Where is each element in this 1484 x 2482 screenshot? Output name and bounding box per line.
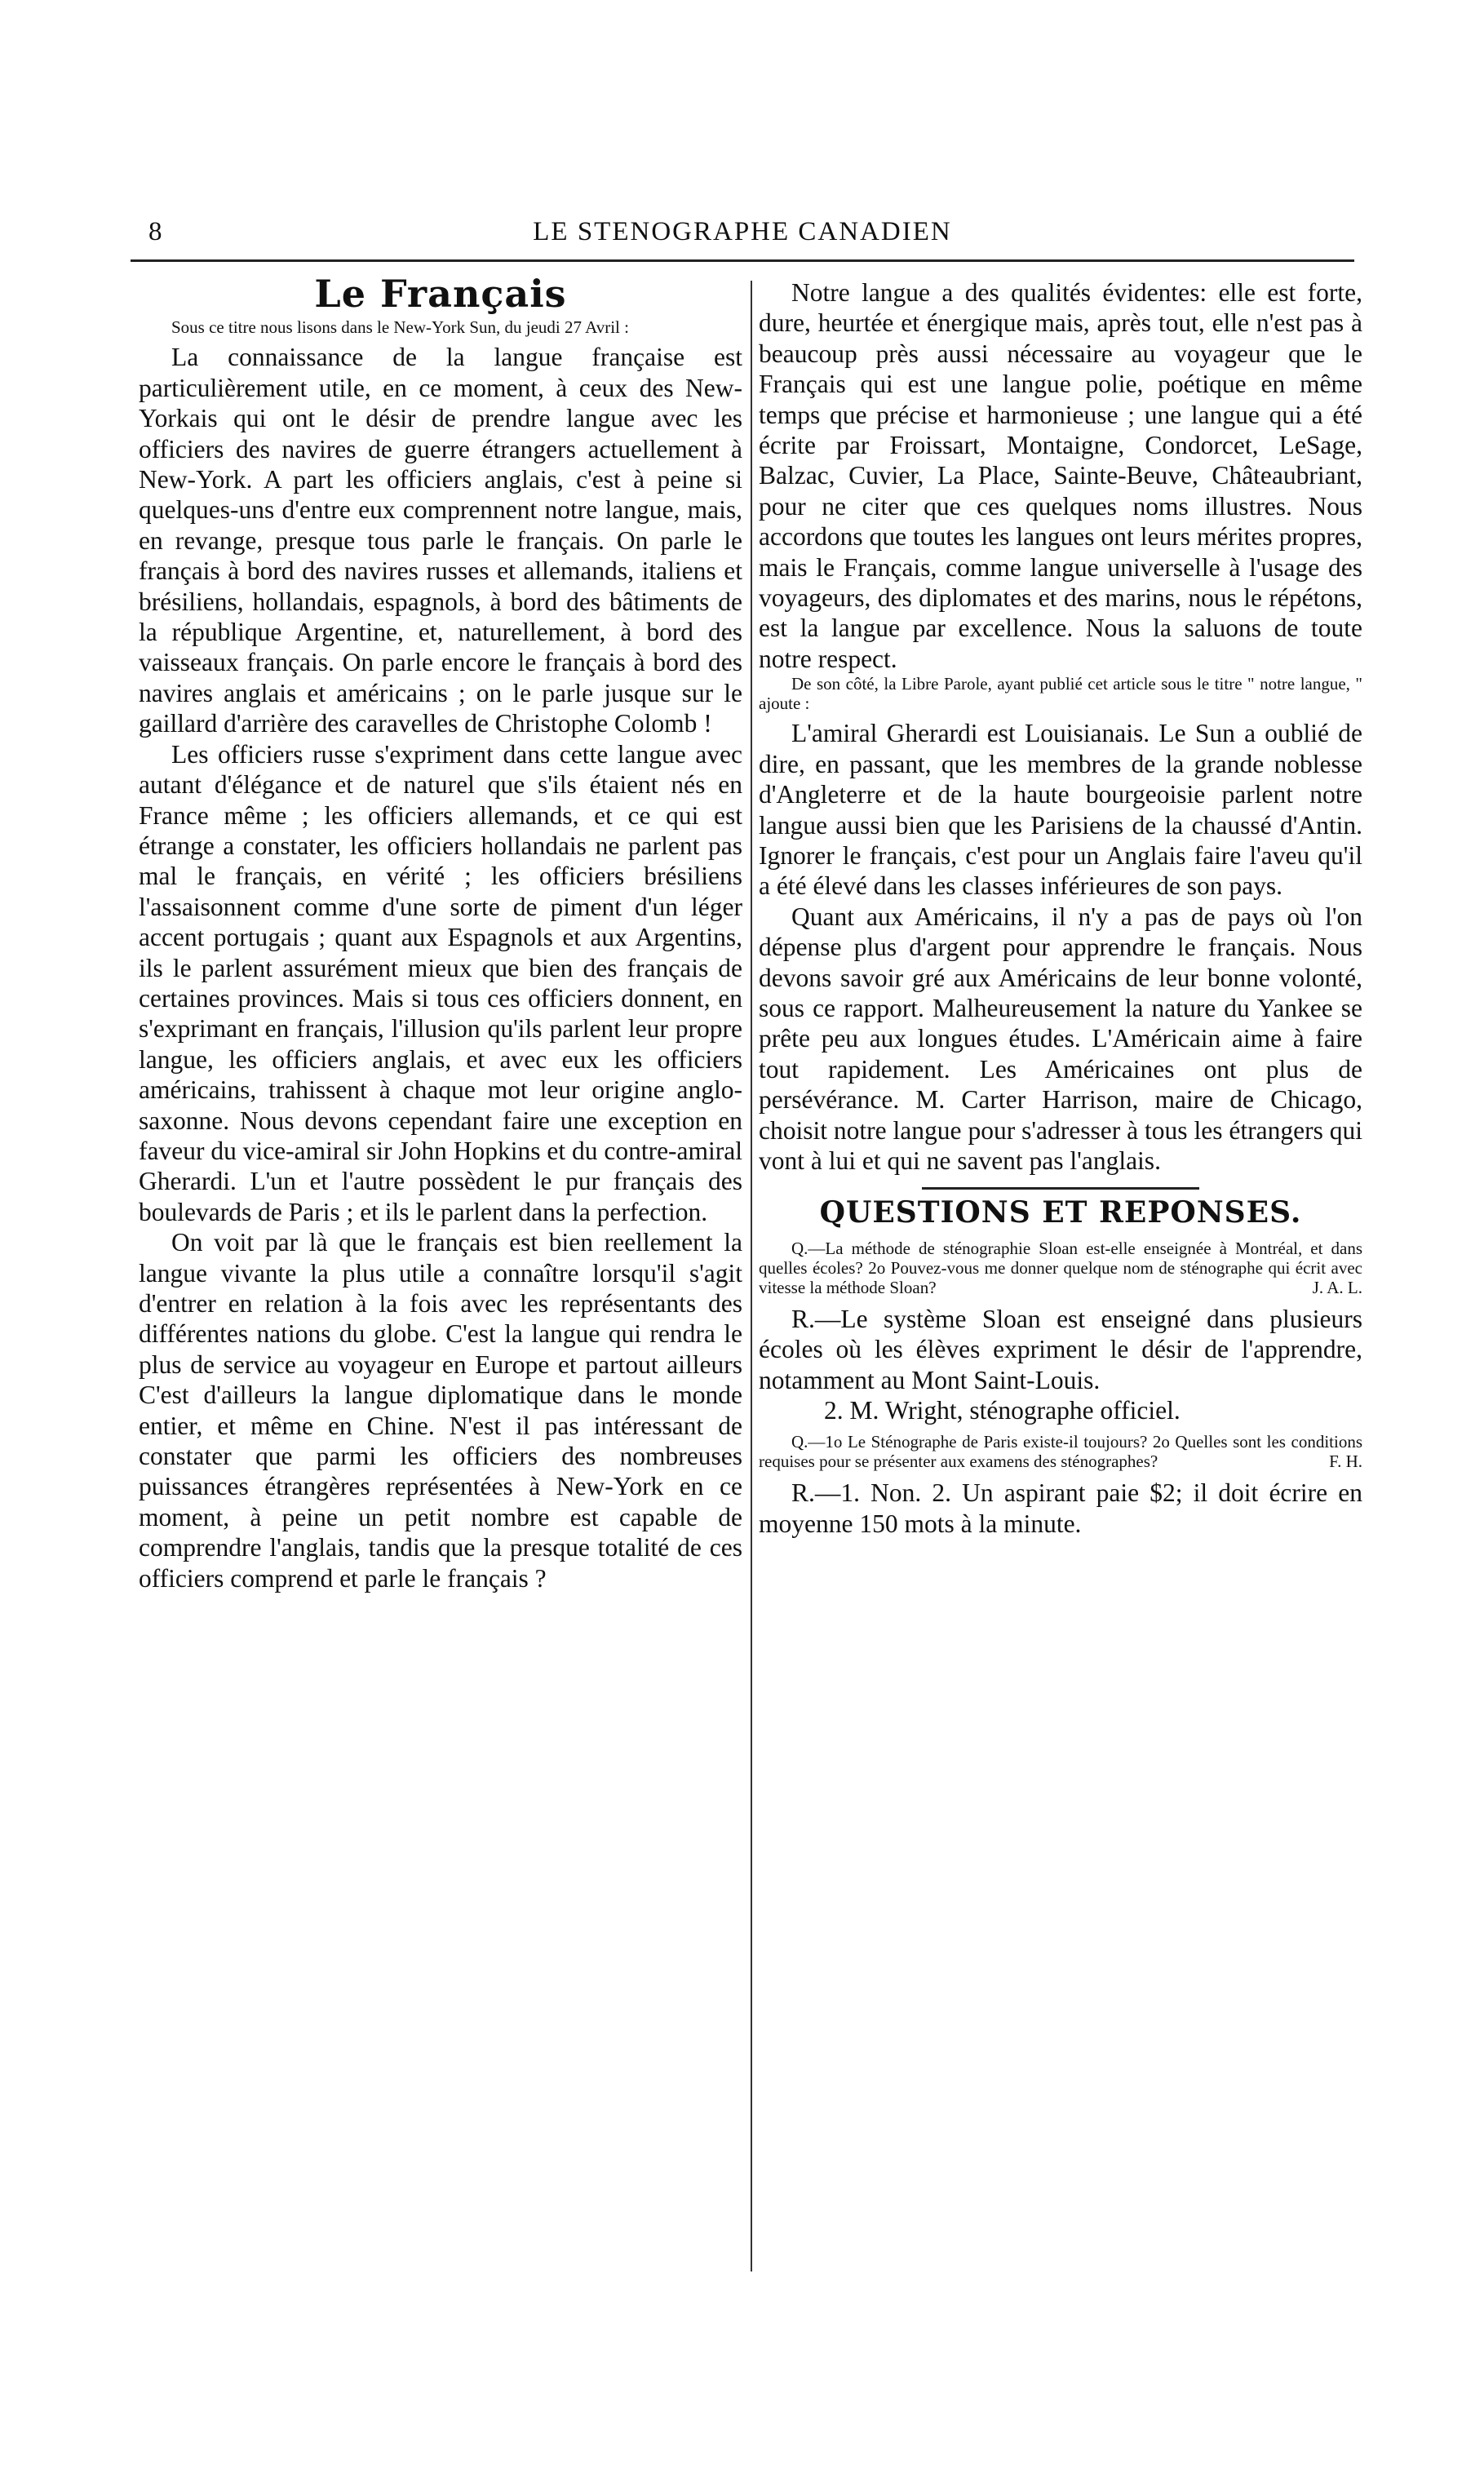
article-note-2: De son côté, la Libre Parole, ayant publié cet article sous le titre " notre langue, " ajoute : <box>759 674 1362 714</box>
running-title: LE STENOGRAPHE CANADIEN <box>533 217 952 246</box>
qa-answer-2: R.—1. Non. 2. Un aspirant paie $2; il doit écrire en moyenne 150 mots à la minute. <box>759 1478 1362 1538</box>
header-rule <box>131 259 1354 262</box>
qa-question-1-text: Q.—La méthode de sténographie Sloan est-elle enseignée à Montréal, et dans quelles écoles? 2o Pouvez-vous me donner quelque nom de sténographe qui écrit avec vitesse la méthode Sloan? <box>759 1238 1362 1297</box>
column-divider <box>751 281 752 2271</box>
qa-question-1 <box>759 1239 1362 1297</box>
qa-question-1-signature: J. A. L. <box>1312 1277 1362 1297</box>
article-paragraph-5: L'amiral Gherardi est Louisianais. Le Sun a oublié de dire, en passant, que les membres de la grande noblesse d'Angleterre et de la haute bourgeoisie parlent notre langue aussi bien que les Parisiens de la chaussé d'Antin. Ignorer le français, c'est pour un Anglais faire l'aveu qu'il a été élevé dans les classes inférieures de son pays. <box>759 719 1362 901</box>
qa-question-2 <box>759 1432 1362 1471</box>
right-column <box>759 277 1362 1539</box>
article-title: Le Français <box>314 272 567 316</box>
left-column <box>139 272 743 1593</box>
section-rule <box>922 1187 1199 1190</box>
qa-answer-1b: 2. M. Wright, sténographe officiel. <box>824 1396 1181 1425</box>
article-paragraph-1: La connaissance de la langue française est particulièrement utile, en ce moment, à ceux des New-Yorkais qui ont le désir de prendre langue avec les officiers des navires de guerre étrangers actuellement à New-York. A part les officiers anglais, c'est à peine si quelques-uns d'entre eux comprennent notre langue, mais, en revange, presque tous parle le français. On parle le français à bord des navires russes et allemands, italiens et brésiliens, hollandais, espagnols, à bord des bâtiments de la république Argentine, et, naturellement, à bord des vaisseaux français. On parle encore le français à bord des navires anglais et américains ; on le parle jusque sur le gaillard d'arrière des caravelles de Christophe Colomb ! <box>139 343 742 738</box>
page-header <box>131 214 1354 255</box>
article-paragraph-3: On voit par là que le français est bien reellement la langue vivante la plus utile a connaître lorsqu'il s'agit d'entrer en relation à la fois avec les représentants des différentes nations du globe. C'est la langue qui rendra le plus de service au voyageur en Europe et partout ailleurs C'est d'ailleurs la langue diplomatique dans le monde entier, et même en Chine. N'est il pas intéressant de constater que parmi les officiers des nombreuses puissances étrangères représentées à New-York en ce moment, à peine un petit nombre est capable de comprendre l'anglais, tandis que la presque totalité de ces officiers comprend et parle le français ? <box>139 1228 742 1593</box>
article-paragraph-4: Notre langue a des qualités évidentes: elle est forte, dure, heurtée et énergique mais, après tout, elle n'est pas à beaucoup près aussi nécessaire au voyageur que le Français qui est une langue polie, poétique en même temps que précise et harmonieuse ; une langue qui a été écrite par Froissart, Montaigne, Condorcet, LeSage, Balzac, Cuvier, La Place, Sainte-Beuve, Châteaubriant, pour ne citer que ces quelques noms illustres. Nous accordons que toutes les langues ont leurs mérites propres, mais le Français, comme langue universelle à l'usage des voyageurs, des diplomates et des marins, nous le répétons, est la langue par excellence. Nous la saluons de toute notre respect. <box>759 278 1362 673</box>
qa-question-2-text: Q.—1o Le Sténographe de Paris existe-il toujours? 2o Quelles sont les conditions requises pour se présenter aux examens des sténographes? <box>759 1432 1362 1472</box>
page-number: 8 <box>148 217 162 246</box>
qa-section-title: QUESTIONS ET REPONSES. <box>819 1195 1302 1230</box>
article-paragraph-6: Quant aux Américains, il n'y a pas de pays où l'on dépense plus d'argent pour apprendre le français. Nous devons savoir gré aux Américains de leur bonne volonté, sous ce rapport. Malheureusement la nature du Yankee se prête peu aux longues études. L'Américain aime à faire tout rapidement. Les Américaines ont plus de persévérance. M. Carter Harrison, maire de Chicago, choisit notre langue pour s'adresser à tous les étrangers qui vont à lui et qui ne savent pas l'anglais. <box>759 902 1362 1175</box>
qa-question-2-signature: F. H. <box>1329 1452 1362 1472</box>
article-intro: Sous ce titre nous lisons dans le New-York Sun, du jeudi 27 Avril : <box>171 317 629 338</box>
qa-answer-1: R.—Le système Sloan est enseigné dans plusieurs écoles où les élèves expriment le désir de l'apprendre, notamment au Mont Saint-Louis. <box>759 1304 1362 1394</box>
article-paragraph-2: Les officiers russe s'expriment dans cette langue avec autant d'élégance et de naturel que s'ils étaient nés en France même ; les officiers allemands, et ce qui est étrange a constater, les officiers hollandais ne parlent pas mal le français, en vérité ; les officiers brésiliens l'assaisonnent comme d'une sorte de piment d'un léger accent portugais ; quant aux Espagnols et aux Argentins, ils le parlent assurément mieux que bien des français de certaines provinces. Mais si tous ces officiers donnent, en s'exprimant en français, l'illusion qu'ils parlent leur propre langue, les officiers anglais, et avec eux les officiers américains, trahissent à chaque mot leur origine anglo-saxonne. Nous devons cependant faire une exception en faveur du vice-amiral sir John Hopkins et du contre-amiral Gherardi. L'un et l'autre possèdent le pur français des boulevards de Paris ; et ils le parlent dans la perfection. <box>139 739 743 1226</box>
